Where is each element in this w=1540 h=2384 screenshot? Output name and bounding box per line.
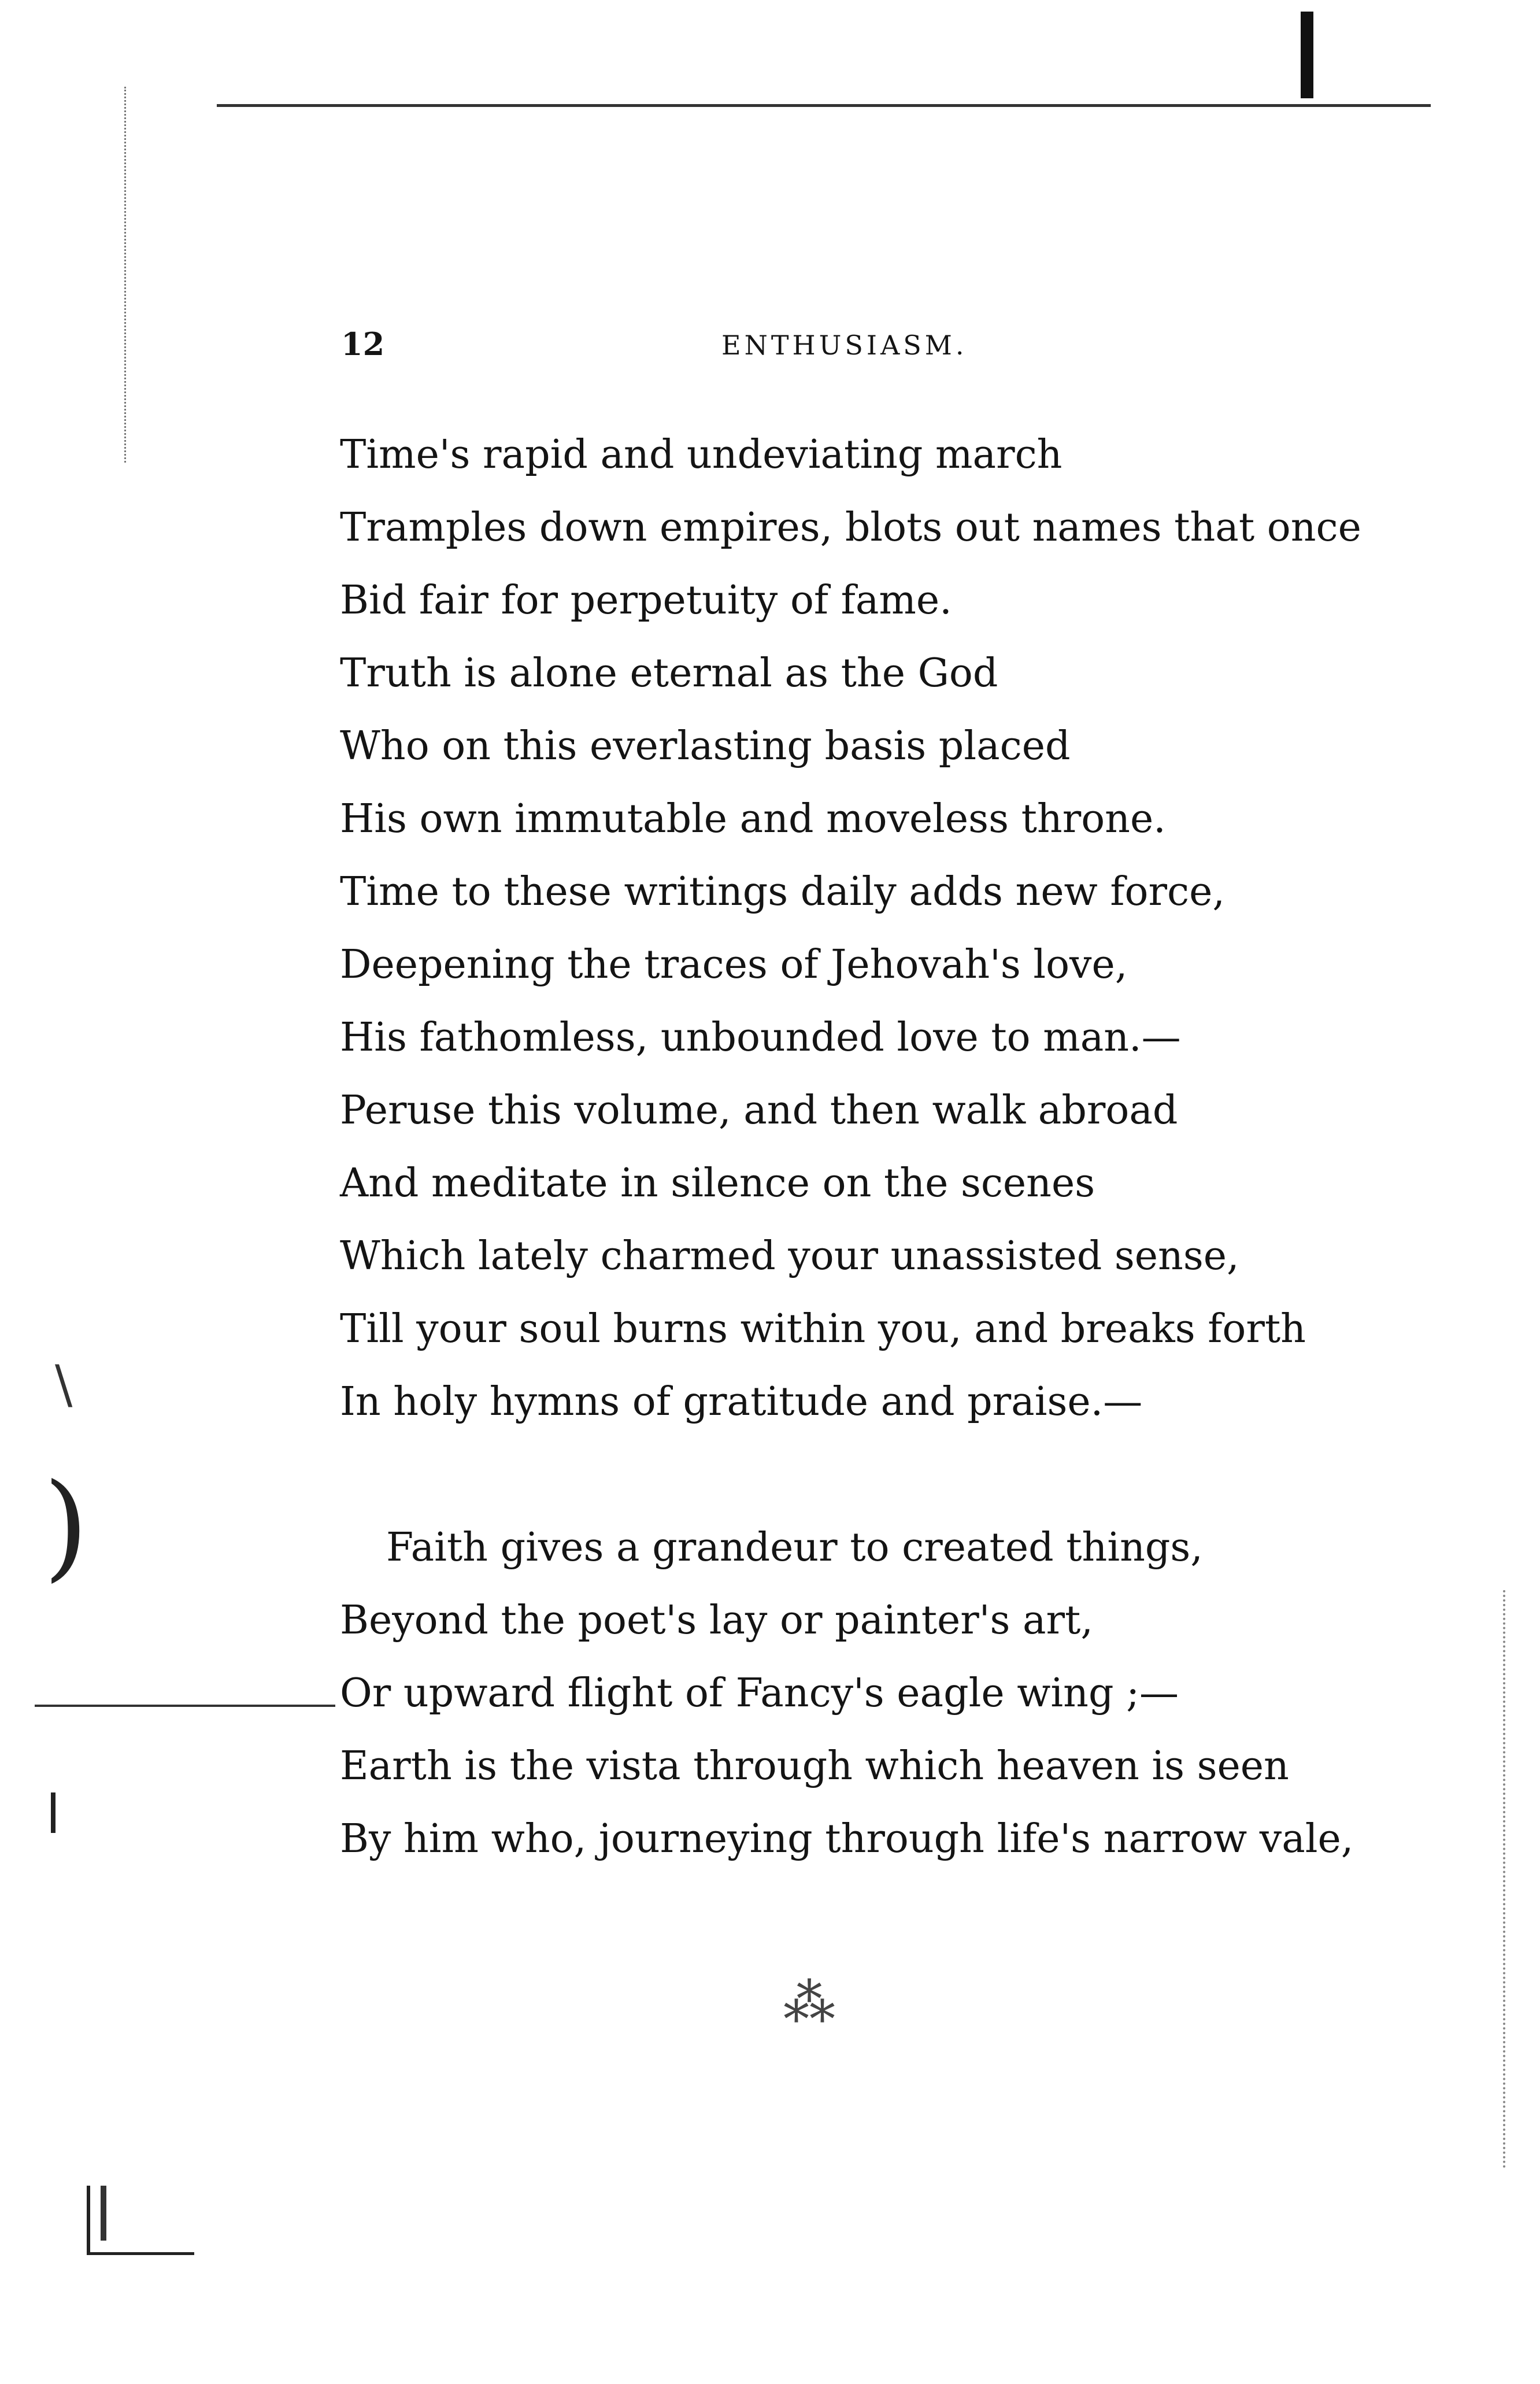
top-rule-artifact	[217, 104, 1431, 107]
poem-line: By him who, journeying through life's narrow vale,	[340, 1816, 1354, 1862]
poem-line: Bid fair for perpetuity of fame.	[340, 578, 952, 623]
stanza-2	[340, 1511, 1392, 1876]
poem-body	[340, 419, 1392, 1876]
poem-line: Earth is the vista through which heaven is seen	[340, 1743, 1289, 1789]
poem-line: Till your soul burns within you, and breaks forth	[340, 1306, 1306, 1352]
poem-line: In holy hymns of gratitude and praise.—	[340, 1379, 1143, 1425]
scribble-mark-artifact: ⁂	[783, 1973, 835, 2034]
bottom-corner-artifact	[87, 2186, 194, 2255]
poem-line: Beyond the poet's lay or painter's art,	[340, 1598, 1093, 1643]
poem-line: Time to these writings daily adds new force,	[340, 869, 1225, 915]
poem-line: Time's rapid and undeviating march	[340, 432, 1063, 478]
left-edge-artifact	[124, 87, 142, 463]
corner-mark-artifact	[1301, 12, 1313, 98]
paren-mark-artifact: )	[43, 1459, 89, 1594]
poem-line: Tramples down empires, blots out names that once	[340, 505, 1361, 550]
poem-line: His own immutable and moveless throne.	[340, 796, 1166, 842]
poem-line: Or upward flight of Fancy's eagle wing ;—	[340, 1670, 1179, 1716]
bar-mark-artifact	[51, 1792, 55, 1833]
poem-line: Who on this everlasting basis placed	[340, 723, 1071, 769]
poem-line: And meditate in silence on the scenes	[340, 1160, 1095, 1206]
page-number: 12	[341, 326, 385, 363]
poem-line: Truth is alone eternal as the God	[340, 650, 998, 696]
poem-line: Deepening the traces of Jehovah's love,	[340, 942, 1128, 988]
margin-rule-artifact	[35, 1705, 335, 1707]
poem-line: Which lately charmed your unassisted sense,	[340, 1233, 1239, 1279]
slash-mark-artifact: \	[55, 1354, 73, 1415]
stanza-1	[340, 419, 1392, 1439]
poem-line: Peruse this volume, and then walk abroad	[340, 1088, 1178, 1133]
running-title: ENTHUSIASM.	[721, 330, 968, 361]
poem-line: Faith gives a grandeur to created things,	[386, 1525, 1203, 1570]
right-edge-artifact	[1486, 1590, 1505, 2168]
poem-line: His fathomless, unbounded love to man.—	[340, 1015, 1181, 1060]
